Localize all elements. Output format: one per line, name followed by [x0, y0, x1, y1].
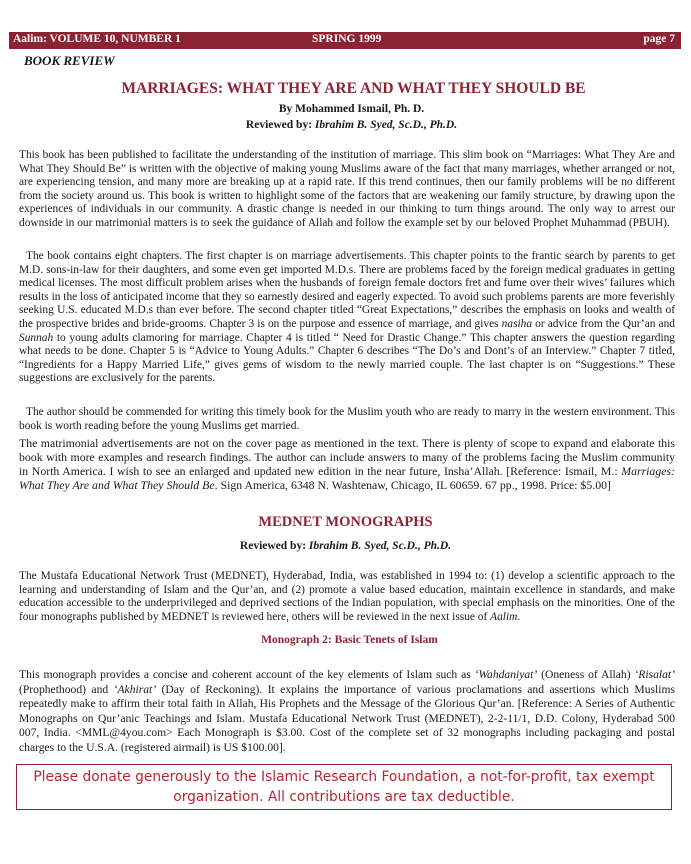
donation-line-2: organization. All contributions are tax deductible.: [173, 789, 515, 805]
italic-term: ‘Risalat’: [634, 668, 676, 681]
review2-paragraph-1: [19, 570, 675, 624]
review1-paragraph-4: [19, 436, 675, 492]
text-run: .: [517, 610, 521, 623]
review2-subtitle: Monograph 2: Basic Tenets of Islam: [261, 634, 438, 646]
section-label: BOOK REVIEW: [24, 53, 115, 68]
italic-term: ‘Akhirat’: [113, 682, 157, 696]
donation-notice: [16, 764, 672, 810]
text-run: The matrimonial advertisements are not on the cover page as mentioned in the text. There is plenty of scope to expand and elaborate this book with more examples and research findings. The author can include answers to many of the problems facing the Muslim community in North America. I wish to see an enlarged and updated new edition in the near future, Insha’Allah. [Reference: Ismail, M.:: [19, 436, 675, 478]
text-run: This monograph provides a concise and coherent account of the key elements of Islam such as: [19, 668, 475, 681]
italic-term: nasiha: [501, 317, 533, 330]
header-bar: [9, 32, 681, 49]
italic-term: Aalim: [490, 610, 518, 623]
review1-reviewer: [6, 119, 691, 131]
italic-term: ‘Wahdaniyat’: [474, 668, 538, 681]
text-run: or advice from the Qur’an and: [532, 317, 675, 330]
review2-reviewer: [0, 540, 691, 552]
text-run: (Day of Reckoning). It explains the importance of various proclamations and assertions which Muslims repeatedly make to affirm their total faith in Allah, His Prophets and the Message of the Glorious Qur’an. [Reference: A Series of Authentic Monographs on Qur’anic Teachings and Islam. Mustafa Educational Network Trust (MEDNET), 2-2-11/1, D.D. Colony, Hyderabad 500 007, India. <MML@4you.com> Each Monograph is $3.00. Cost of the complete set of 32 monographs including packaging and postal charges to the U.S.A. (registered airmail) is US $100.00].: [19, 682, 675, 754]
review1-paragraph-3: The author should be commended for writing this timely book for the Muslim youth who are ready to marry in the western environment. This book is worth reading before the young Muslims get married.: [19, 406, 675, 432]
text-run: (Oneness of Allah): [537, 668, 635, 681]
reviewer-prefix: Reviewed by:: [239, 540, 307, 552]
reviewer-name: Ibrahim B. Syed, Sc.D., Ph.D.: [308, 540, 452, 552]
header-volume: Aalim: VOLUME 10, NUMBER 1: [13, 33, 181, 45]
review1-title: MARRIAGES: WHAT THEY ARE AND WHAT THEY SHOULD BE: [121, 80, 586, 97]
donation-line-1: Please donate generously to the Islamic Research Foundation, a not-for-profit, tax exempt: [33, 769, 655, 785]
header-page-number: page 7: [643, 33, 675, 45]
text-run: to young adults clamoring for marriage. Chapter 4 is titled “ Need for Drastic Change.” This chapter answers the question regarding what needs to be done. Chapter 5 is “Advice to Young Adults.” Chapter 6 describes “The Do’s and Dont’s of an Interview.” Chapter 7 titled, “Ingredients for a Happy Married Life,” gives gems of wisdom to the newly married couple. The last chapter is on “Suggestions.” These suggestions are exclusively for the parents.: [19, 331, 675, 385]
review1-author: By Mohammed Ismail, Ph. D.: [278, 103, 425, 115]
text-run: . Sign America, 6348 N. Washtenaw, Chicago, IL 60659. 67 pp., 1998. Price: $5.00]: [214, 478, 611, 492]
text-run: (Prophethood) and: [19, 682, 114, 696]
reviewer-name: Ibrahim B. Syed, Sc.D., Ph.D.: [314, 119, 458, 131]
italic-book-title: Marriages: What They Are and What They Should Be: [19, 464, 675, 492]
review2-title: MEDNET MONOGRAPHS: [258, 514, 433, 530]
reviewer-prefix: Reviewed by:: [245, 119, 313, 131]
italic-term: Sunnah: [19, 331, 54, 344]
review1-paragraph-2: [19, 250, 675, 386]
text-run: The book contains eight chapters. The first chapter is on marriage advertisements. This chapter points to the frantic search by parents to get M.D. sons-in-law for their daughters, and some even get imported M.D.s. There are problems faced by the foreign medical graduates in getting medical licenses. The most difficult problem arises when the husbands of foreign female doctors fret and fume over their wives’ failures which results in the loss of anticipated income that they so earnestly desired and eagerly expected. To avoid such problems parents are more feverishly seeking U.S. educated M.D.s than ever before. The second chapter titled “Great Expectations,” describes the emphasis on looks and wealth of the prospective brides and bride-grooms. Chapter 3 is on the purpose and essence of marriage, and gives: [19, 250, 675, 330]
header-season: SPRING 1999: [312, 33, 382, 45]
review1-paragraph-1: This book has been published to facilitate the understanding of the institution of marriage. This slim book on “Marriages: What They Are and What They Should Be” is written with the objective of making young Muslims aware of the fact that many marriages, whether arranged or not, are experiencing tension, and many more are breaking up at a rapid rate. If this trend continues, then our family problems will be no different from the society around us. This book is written to highlight some of the factors that are weakening our family structure, by drawing upon the experiences of individuals in our community. A drastic change is needed in our thinking to turn things around. The only way to arrest our downside in our matrimonial matters is to seek the guidance of Allah and follow the example set by our beloved Prophet Muhammad (PBUH).: [19, 149, 675, 229]
text-run: The Mustafa Educational Network Trust (MEDNET), Hyderabad, India, was established in 1994 to: (1) develop a scientific approach to the learning and understanding of Islam and the Qur’an, and (2) promote a value based education, maintain excellence in standards, and make education accessible to the underprivileged and deprived sections of the Indian population, with special emphasis on the minorities. One of the four monographs published by MEDNET is reviewed here, others will be reviewed in the next issue of: [19, 570, 675, 623]
review2-paragraph-2: [19, 668, 675, 756]
